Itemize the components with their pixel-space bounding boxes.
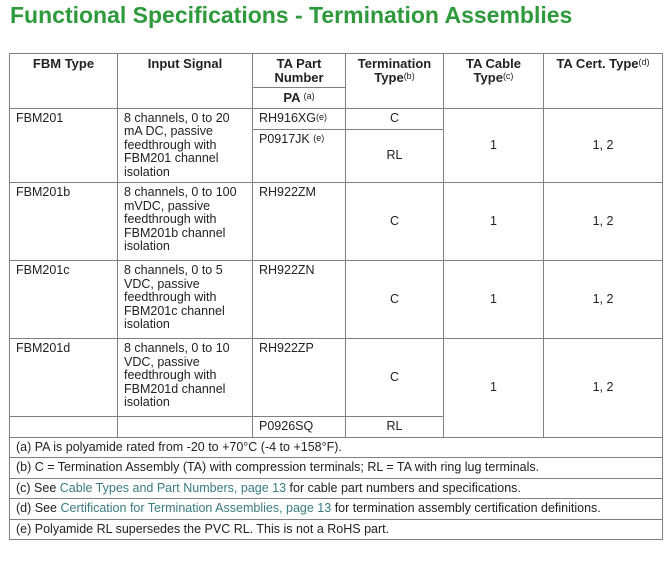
footnote-ref-d: (d)	[638, 57, 650, 67]
cable-type-cell: 1	[444, 261, 544, 339]
footnote-c-prefix: (c) See	[16, 480, 60, 495]
fbm-type-cell: FBM201	[10, 108, 118, 183]
cert-type-cell: 1, 2	[544, 183, 663, 261]
header-pa	[253, 88, 346, 109]
footnote-ref-e: (e)	[313, 132, 325, 143]
footnote-d	[10, 499, 663, 520]
part-number-cell: RH922ZN	[253, 261, 346, 339]
input-signal-cell: 8 channels, 0 to 10 VDC, passive feedthrough with FBM201d channel isolation	[118, 339, 253, 417]
part-number-cell	[253, 129, 346, 182]
header-ta-cert-type	[544, 54, 663, 109]
termination-type-cell: C	[346, 108, 444, 129]
fbm-type-cell: FBM201b	[10, 183, 118, 261]
header-ta-part-number	[253, 54, 346, 88]
header-fbm-type	[10, 54, 118, 109]
footnote-row	[10, 437, 663, 458]
header-termination-type	[346, 54, 444, 109]
page-title: Functional Specifications - Termination Assemblies	[10, 2, 573, 28]
cable-types-link[interactable]: Cable Types and Part Numbers, page 13	[59, 480, 287, 495]
footnote-ref-e: (e)	[315, 111, 327, 122]
termination-type-cell: RL	[346, 129, 444, 182]
termination-assemblies-table	[9, 53, 663, 540]
table-row	[10, 339, 663, 417]
header-termination-type-label: Termination Type	[357, 56, 432, 85]
footnote-d-prefix: (d) See	[16, 501, 61, 515]
part-number-cell: P0926SQ	[253, 417, 346, 438]
cert-type-cell: 1, 2	[544, 339, 663, 438]
cert-type-cell: 1, 2	[544, 108, 663, 183]
cable-type-cell: 1	[444, 183, 544, 261]
header-pa-label: PA	[283, 90, 300, 105]
part-number-cell: RH922ZP	[253, 339, 346, 417]
header-ta-cert-type-label: TA Cert. Type	[556, 56, 639, 71]
table-row	[10, 108, 663, 129]
header-input-signal-label: Input Signal	[147, 56, 223, 71]
fbm-type-cell: FBM201c	[10, 261, 118, 339]
cable-type-cell: 1	[444, 108, 544, 183]
footnote-row	[10, 478, 663, 499]
footnote-row	[10, 458, 663, 479]
header-fbm-type-label: FBM Type	[32, 56, 95, 71]
certification-link[interactable]: Certification for Termination Assemblies, page 13	[60, 501, 332, 515]
footnote-e: (e) Polyamide RL supersedes the PVC RL. This is not a RoHS part.	[10, 519, 663, 540]
footnote-d-suffix: for termination assembly certification definitions.	[331, 501, 601, 515]
footnote-row	[10, 519, 663, 540]
termination-type-cell: RL	[346, 417, 444, 438]
header-row	[10, 54, 663, 88]
termination-type-cell: C	[346, 339, 444, 417]
cable-type-cell: 1	[444, 339, 544, 438]
header-input-signal	[118, 54, 253, 109]
footnote-c-suffix: for cable part numbers and specifications.	[286, 480, 521, 495]
footnote-ref-c: (c)	[502, 70, 514, 81]
input-signal-cell: 8 channels, 0 to 100 mVDC, passive feedthrough with FBM201b channel isolation	[118, 183, 253, 261]
part-number-cell: RH922ZM	[253, 183, 346, 261]
input-signal-cell: 8 channels, 0 to 5 VDC, passive feedthrough with FBM201c channel isolation	[118, 261, 253, 339]
input-signal-cell-empty	[118, 417, 253, 438]
table-row	[10, 261, 663, 339]
footnote-ref-a: (a)	[303, 91, 315, 101]
termination-type-cell: C	[346, 261, 444, 339]
table-row	[10, 183, 663, 261]
termination-type-cell: C	[346, 183, 444, 261]
footnote-row	[10, 499, 663, 520]
footnote-c	[10, 478, 663, 499]
header-ta-part-number-label: TA Part Number	[274, 56, 324, 85]
header-ta-cable-type	[444, 54, 544, 109]
part-number-cell	[253, 108, 346, 129]
part-number: P0917JK	[259, 131, 310, 146]
footnote-ref-b: (b)	[403, 70, 415, 81]
header-ta-cable-type-label: TA Cable Type	[466, 56, 521, 85]
part-number: RH916XG	[259, 110, 316, 125]
fbm-type-cell: FBM201d	[10, 339, 118, 417]
footnote-a: (a) PA is polyamide rated from -20 to +70°C (-4 to +158°F).	[10, 437, 663, 458]
fbm-type-cell-empty	[10, 417, 118, 438]
cert-type-cell: 1, 2	[544, 261, 663, 339]
footnote-b: (b) C = Termination Assembly (TA) with compression terminals; RL = TA with ring lug terminals.	[10, 458, 663, 479]
input-signal-cell: 8 channels, 0 to 20 mA DC, passive feedthrough with FBM201 channel isolation	[118, 108, 253, 183]
